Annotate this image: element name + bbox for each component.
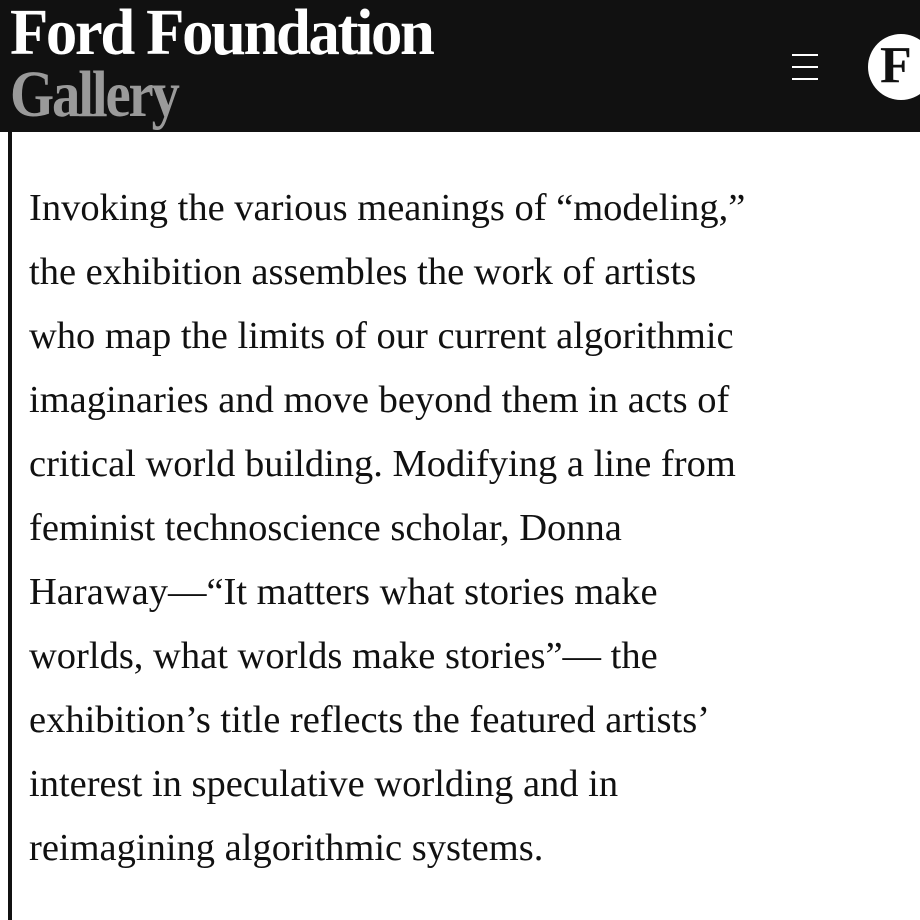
text-line: imaginaries and move beyond them in acts of: [29, 379, 730, 421]
text-line: Invoking the various meanings of “modeling,”: [29, 187, 746, 229]
text-line: interest in speculative worlding and in: [29, 763, 619, 805]
brand-name-line-1: Ford Foundation: [10, 0, 433, 69]
menu-bar-top: [792, 54, 818, 56]
menu-bar-middle: [792, 66, 818, 68]
exhibition-description: [29, 176, 909, 880]
brand-name-line-2: Gallery: [10, 58, 178, 131]
text-line: feminist technoscience scholar, Donna: [29, 507, 622, 549]
menu-bar-bottom: [792, 78, 818, 80]
logo-letter: F: [880, 37, 912, 94]
left-divider-rule: [8, 132, 12, 920]
text-line: Haraway—“It matters what stories make: [29, 571, 658, 613]
text-line: critical world building. Modifying a line from: [29, 443, 736, 485]
text-line: exhibition’s title reflects the featured artists’: [29, 699, 711, 741]
text-line: worlds, what worlds make stories”— the: [29, 635, 658, 677]
foundation-f-logo-icon[interactable]: [868, 34, 920, 100]
site-header: [0, 0, 920, 132]
hamburger-menu-icon[interactable]: [784, 48, 824, 88]
text-line: who map the limits of our current algorithmic: [29, 315, 734, 357]
text-line: reimagining algorithmic systems.: [29, 827, 544, 869]
text-line: the exhibition assembles the work of artists: [29, 251, 697, 293]
